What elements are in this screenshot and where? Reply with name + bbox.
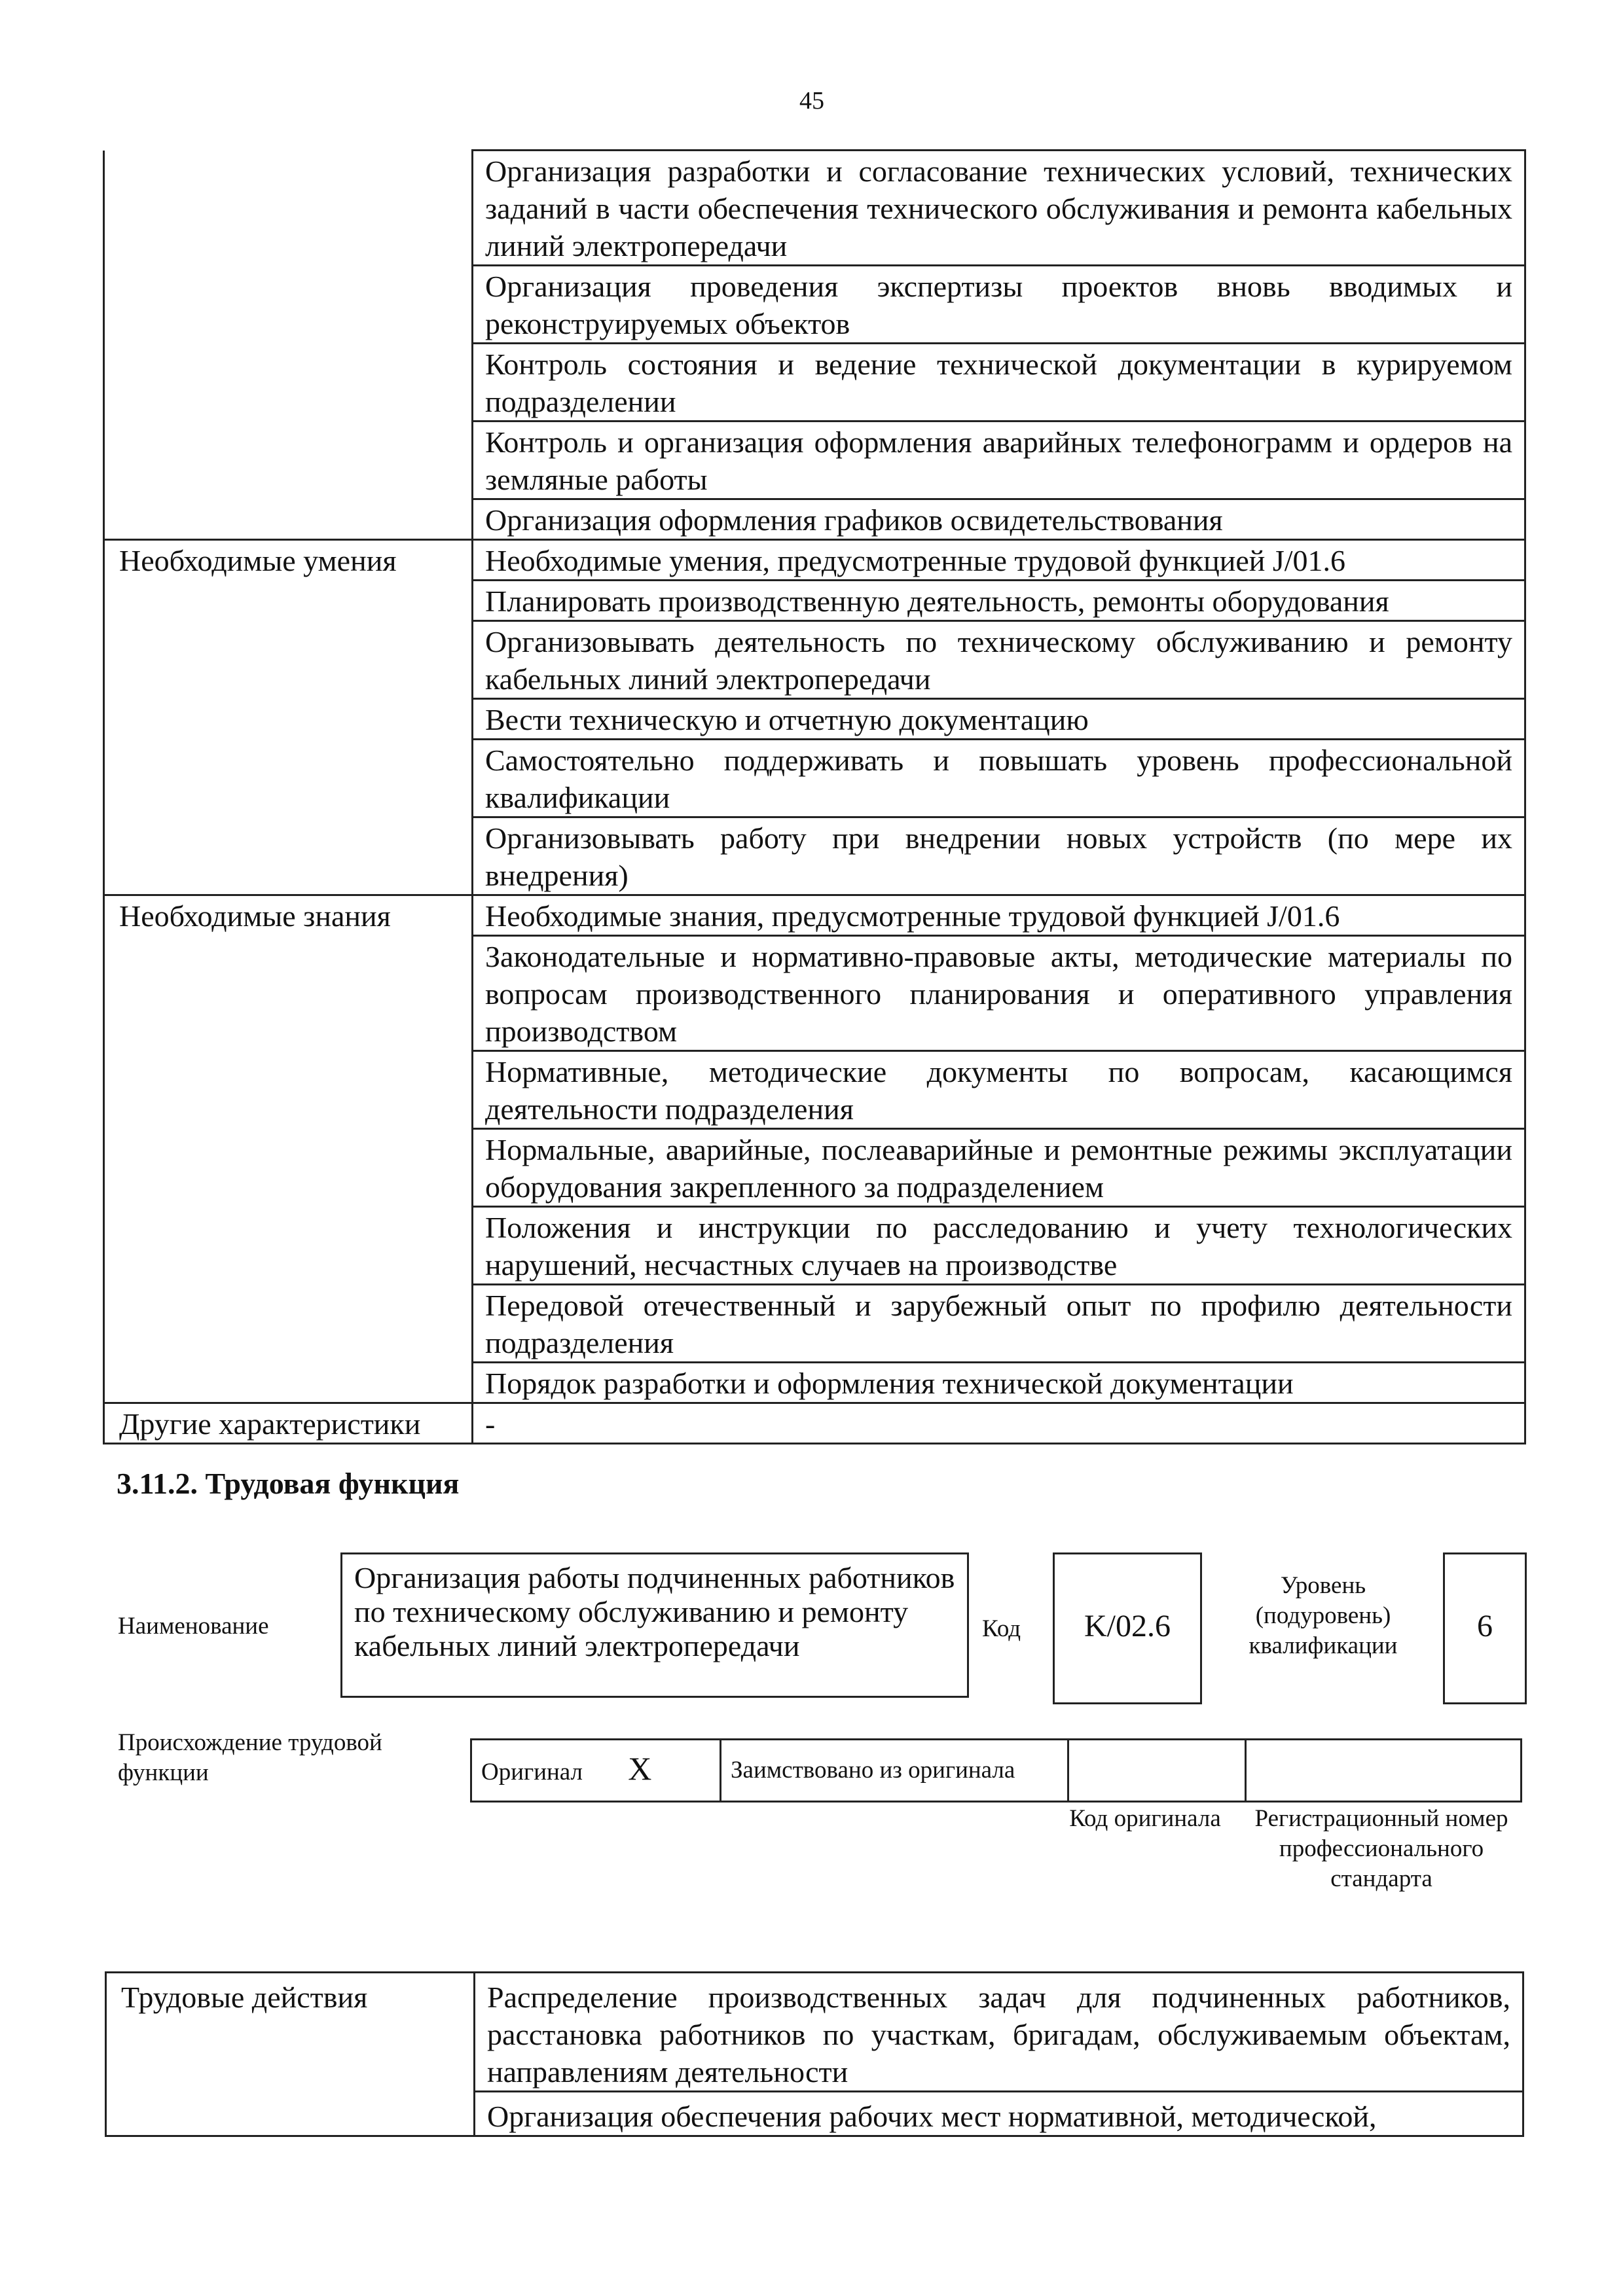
- table-cell: Законодательные и нормативно-правовые акты, методические материалы по вопросам производственного планирования и оперативного управления производством: [473, 936, 1525, 1051]
- original-label: Оригинал: [481, 1759, 583, 1785]
- table-cell: Вести техническую и отчетную документацию: [473, 699, 1525, 740]
- table-row: [471, 1740, 1522, 1802]
- name-label: Наименование: [118, 1613, 269, 1640]
- table-cell: Контроль состояния и ведение технической документации в курируемом подразделении: [473, 344, 1525, 422]
- requirements-table: [103, 149, 1526, 1444]
- table-cell: Организация разработки и согласование технических условий, технических заданий в части обеспечения технического обслуживания и ремонта кабельных линий электропередачи: [473, 151, 1525, 266]
- table-cell: Порядок разработки и оформления технической документации: [473, 1363, 1525, 1403]
- code-label: Код: [982, 1615, 1021, 1642]
- table-cell: Организовывать деятельность по техническому обслуживанию и ремонту кабельных линий электропередачи: [473, 621, 1525, 699]
- table-cell: Положения и инструкции по расследованию и учету технологических нарушений, несчастных случаев на производстве: [473, 1207, 1525, 1285]
- qualification-level-box: 6: [1443, 1552, 1527, 1704]
- table-row: [104, 151, 1525, 266]
- table-cell: Распределение производственных задач для подчиненных работников, расстановка работников по участкам, бригадам, обслуживаемым объектам, направлениям деятельности: [475, 1973, 1523, 2092]
- table-cell: Планировать производственную деятельность, ремонты оборудования: [473, 581, 1525, 621]
- section-title: 3.11.2. Трудовая функция: [117, 1467, 460, 1500]
- table-cell: Организация обеспечения рабочих мест нормативной, методической,: [475, 2092, 1523, 2136]
- table-cell: Нормальные, аварийные, послеаварийные и ремонтные режимы эксплуатации оборудования закрепленного за подразделением: [473, 1129, 1525, 1207]
- page-number: 45: [799, 87, 824, 115]
- skills-label: Необходимые умения: [104, 540, 473, 895]
- original-cell: [471, 1740, 721, 1802]
- other-label: Другие характеристики: [104, 1403, 473, 1444]
- knowledge-label: Необходимые знания: [104, 895, 473, 1403]
- original-code-cell: [1068, 1740, 1246, 1802]
- function-name-box: Организация работы подчиненных работников по техническому обслуживанию и ремонту кабельных линий электропередачи: [340, 1552, 969, 1698]
- table-cell: Организация проведения экспертизы проектов вновь вводимых и реконструируемых объектов: [473, 266, 1525, 344]
- table-row: [104, 1403, 1525, 1444]
- labor-actions-table: [105, 1971, 1524, 2137]
- original-mark: X: [628, 1750, 652, 1787]
- function-code-box: K/02.6: [1053, 1552, 1202, 1704]
- table-cell: Контроль и организация оформления аварийных телефонограмм и ордеров на земляные работы: [473, 422, 1525, 499]
- level-label: Уровень (подуровень) квалификации: [1249, 1572, 1398, 1659]
- table-cell: Передовой отечественный и зарубежный опыт по профилю деятельности подразделения: [473, 1285, 1525, 1363]
- table-row: [104, 540, 1525, 581]
- origin-label: Происхождение трудовой функции: [118, 1729, 382, 1786]
- origin-table: [470, 1738, 1522, 1803]
- table-cell: Необходимые умения, предусмотренные трудовой функцией J/01.6: [473, 540, 1525, 581]
- table-cell: Организовывать работу при внедрении новых устройств (по мере их внедрения): [473, 817, 1525, 895]
- table-cell: Самостоятельно поддерживать и повышать уровень профессиональной квалификации: [473, 740, 1525, 817]
- table-cell: Необходимые знания, предусмотренные трудовой функцией J/01.6: [473, 895, 1525, 936]
- borrowed-cell: Заимствовано из оригинала: [721, 1740, 1068, 1802]
- table-cell: Нормативные, методические документы по вопросам, касающимся деятельности подразделения: [473, 1051, 1525, 1129]
- table-cell: Организация оформления графиков освидетельствования: [473, 499, 1525, 540]
- table-row: [104, 895, 1525, 936]
- other-value: -: [473, 1403, 1525, 1444]
- registration-caption: Регистрационный номер профессионального стандарта: [1254, 1805, 1508, 1892]
- code-caption: Код оригинала: [1069, 1805, 1221, 1832]
- actions-label: Трудовые действия: [106, 1973, 475, 2136]
- table-row: [106, 1973, 1523, 2092]
- empty-label-cell: [104, 151, 473, 540]
- registration-number-cell: [1246, 1740, 1522, 1802]
